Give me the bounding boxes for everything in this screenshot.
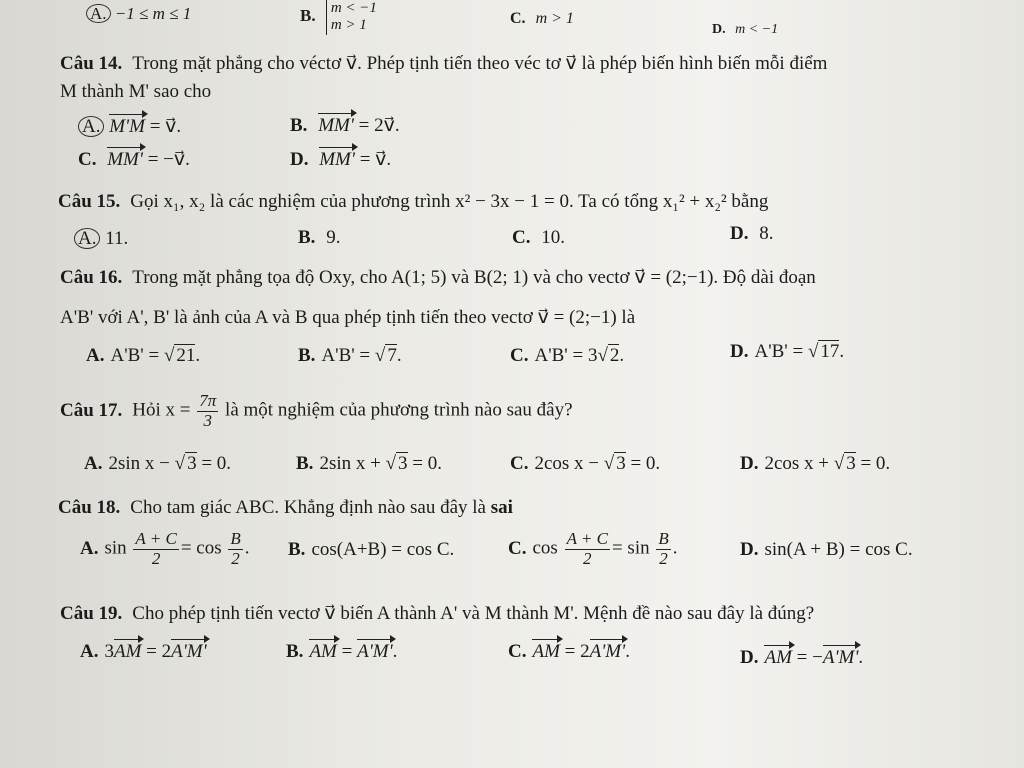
- q19-option-a-vector2: A'M': [171, 641, 207, 662]
- q13-option-b-line2: m > 1: [330, 17, 367, 34]
- q17-fraction-denominator: 3: [203, 410, 213, 430]
- q17-post: là một nghiệm của phương trình nào sau đây?: [225, 399, 573, 421]
- q17-option-d-radicand: 3: [846, 453, 856, 474]
- q15-option-b-label: B.: [298, 227, 316, 248]
- q14-option-d: [290, 150, 391, 171]
- q13-option-a: [86, 4, 191, 24]
- q15-option-d-text: 8.: [759, 223, 774, 244]
- q19-option-b-vector2: A'M': [357, 641, 393, 662]
- q19-option-b-vector1: AM: [309, 641, 337, 662]
- q18-text: Cho tam giác ABC. Khẳng định nào sau đây là: [130, 497, 486, 518]
- q15-option-c-label: C.: [512, 227, 531, 248]
- q19-option-c-vector2: A'M': [589, 641, 626, 662]
- q18-option-a-den1: 2: [151, 548, 161, 568]
- q18-option-c-num2: B: [658, 529, 669, 548]
- q16-option-a-post: .: [195, 345, 201, 366]
- q13-option-c: [510, 10, 574, 28]
- q18-option-c-func: cos: [532, 537, 558, 559]
- q19-option-d-label: D.: [740, 647, 759, 668]
- q18-option-a-fraction1: [133, 530, 178, 568]
- q17-pre: Hỏi x =: [132, 399, 191, 421]
- q16-option-d-label: D.: [730, 341, 749, 362]
- q17-option-c-radicand: 3: [616, 453, 626, 474]
- q17-option-d: D. 2cos x + √ 3 = 0.: [740, 453, 891, 474]
- q14-option-c-label: C.: [78, 149, 97, 170]
- q15-option-d: [730, 224, 773, 245]
- q18-number: Câu 18.: [58, 497, 121, 518]
- q16-option-c-radicand: 2: [609, 345, 620, 366]
- q13-option-a-label: A.: [86, 4, 111, 23]
- q18-option-d-label: D.: [740, 539, 759, 560]
- q14-option-a-vector: M'M: [109, 116, 145, 137]
- q19-number: Câu 19.: [60, 603, 123, 624]
- q15-option-c-text: 10.: [541, 227, 565, 248]
- q19-option-d-vector2: A'M': [822, 647, 859, 668]
- q18-option-a-mid: = cos: [180, 537, 222, 559]
- q16-option-d: D. A'B' = √ 17.: [730, 341, 845, 362]
- q16-stem-line1: [60, 268, 816, 289]
- q14-text1: Trong mặt phẳng cho véctơ v⃗. Phép tịnh tiến theo véc tơ v⃗ là phép biến hình biến mỗi điểm: [132, 53, 828, 74]
- q19-text: Cho phép tịnh tiến vectơ v⃗ biến A thành A' và M thành M'. Mệnh đề nào sau đây là đúng?: [132, 603, 815, 624]
- q16-text1: Trong mặt phẳng tọa độ Oxy, cho A(1; 5) và B(2; 1) và cho vectơ v⃗ = (2;−1). Độ dài đoạn: [132, 267, 816, 288]
- q17-option-a-radicand: 3: [187, 453, 197, 474]
- q16-option-b-radicand: 7: [387, 345, 397, 366]
- q18-option-c-end: .: [672, 537, 678, 559]
- q16-option-a-radicand: 21: [176, 345, 196, 366]
- q14-option-b-vector: MM': [318, 115, 354, 136]
- q15-text: Gọi x₁, x₂ là các nghiệm của phương trình x² − 3x − 1 = 0. Ta có tổng x₁² + x₂² bằng: [130, 191, 769, 212]
- q18-option-c-mid: = sin: [611, 537, 650, 559]
- q19-option-c-vector1: AM: [532, 641, 560, 662]
- q16-option-d-radicand: 17: [820, 341, 840, 362]
- q14-option-c-vector: MM': [107, 149, 143, 170]
- q19-option-a-eq: = 2: [141, 641, 172, 662]
- q16-text2: A'B' với A', B' là ảnh của A và B qua phép tịnh tiến theo vectơ v⃗ = (2;−1) là: [60, 307, 636, 328]
- q13-option-b-label: B.: [300, 6, 316, 26]
- q19-stem: [60, 604, 814, 625]
- q16-option-b-pre: A'B' =: [321, 345, 375, 366]
- q13-option-c-label: C.: [510, 10, 526, 27]
- q19-option-b-eq: =: [336, 641, 358, 662]
- q16-option-c: C. A'B' = 3√ 2.: [510, 345, 625, 366]
- q17-option-b-label: B.: [296, 453, 314, 474]
- q15-option-a-label: A.: [74, 228, 100, 249]
- q13-option-b: [300, 0, 377, 35]
- q14-option-a-rest: = v⃗.: [144, 116, 182, 137]
- q18-option-a-num2: B: [230, 529, 241, 548]
- q19-option-d: [740, 648, 863, 669]
- q13-option-d-text: m < −1: [735, 22, 779, 37]
- q16-option-d-post: .: [839, 341, 845, 362]
- q18-option-a-fraction2: [228, 530, 242, 568]
- q15-number: Câu 15.: [58, 191, 121, 212]
- q13-option-d-label: D.: [712, 22, 726, 37]
- q15-option-a: [74, 228, 128, 250]
- q19-option-b-end: .: [392, 641, 398, 662]
- q17-option-b-pre: 2sin x +: [319, 453, 386, 474]
- q17-option-c-label: C.: [510, 453, 529, 474]
- q15-option-b-text: 9.: [326, 227, 341, 248]
- q19-option-b: [286, 642, 397, 663]
- q17-number: Câu 17.: [60, 399, 123, 421]
- q18-option-a-func: sin: [104, 537, 127, 559]
- q18-option-b-label: B.: [288, 539, 306, 560]
- q18-option-c-label: C.: [508, 537, 527, 559]
- q15-stem: [58, 192, 768, 213]
- q18-stem: [58, 498, 513, 519]
- q16-option-a: A. A'B' = √ 21.: [86, 345, 201, 366]
- q14-option-d-vector: MM': [319, 149, 355, 170]
- q19-option-c-end: .: [625, 641, 630, 662]
- q18-option-a-num1: A + C: [135, 529, 177, 548]
- q18-option-a-den2: 2: [231, 548, 240, 568]
- q19-option-b-label: B.: [286, 641, 304, 662]
- q14-option-b-label: B.: [290, 115, 308, 136]
- q18-option-c-fraction1: [565, 530, 610, 568]
- q13-option-a-text: −1 ≤ m ≤ 1: [114, 4, 192, 23]
- q16-option-b-post: .: [396, 345, 402, 366]
- q19-option-c-eq: = 2: [559, 641, 590, 662]
- q17-option-a-post: = 0.: [196, 453, 232, 474]
- q19-option-a: [80, 642, 207, 663]
- q14-stem-line1: [60, 54, 827, 75]
- q16-option-d-pre: A'B' =: [754, 341, 808, 362]
- q18-option-c: [508, 530, 677, 568]
- q18-option-b: [288, 540, 454, 561]
- q19-option-a-vector1: AM: [113, 641, 142, 662]
- q14-option-b: [290, 116, 400, 137]
- q18-option-d-text: sin(A + B) = cos C.: [764, 539, 913, 560]
- q16-option-b-label: B.: [298, 345, 316, 366]
- q16-option-a-pre: A'B' =: [110, 345, 164, 366]
- q16-option-b: B. A'B' = √ 7.: [298, 345, 402, 366]
- q19-option-a-coef: 3: [104, 641, 114, 662]
- q16-option-c-pre: A'B' = 3: [534, 345, 598, 366]
- q19-option-c: [508, 642, 630, 663]
- q17-option-b-radicand: 3: [398, 453, 408, 474]
- q15-option-d-label: D.: [730, 223, 749, 244]
- q16-number: Câu 16.: [60, 267, 123, 288]
- q14-option-a: [78, 116, 181, 138]
- q13-option-c-text: m > 1: [535, 10, 574, 27]
- q14-text2: M thành M' sao cho: [60, 81, 212, 102]
- q14-number: Câu 14.: [60, 53, 123, 74]
- q16-option-c-post: .: [619, 345, 625, 366]
- q17-fraction: [197, 392, 218, 430]
- q19-option-d-eq: = −: [791, 647, 823, 668]
- q13-option-d: [712, 22, 778, 37]
- q17-option-a: A. 2sin x − √ 3 = 0.: [84, 453, 232, 474]
- q15-option-a-text: 11.: [105, 228, 129, 249]
- q18-emphasis: sai: [490, 497, 513, 518]
- q17-option-c-post: = 0.: [625, 453, 661, 474]
- q18-option-a-end: .: [244, 537, 250, 559]
- q14-option-b-rest: = 2v⃗.: [353, 115, 400, 136]
- q17-option-b-post: = 0.: [407, 453, 442, 474]
- q17-option-c-pre: 2cos x −: [534, 453, 604, 474]
- q14-option-c: [78, 150, 190, 171]
- q18-option-a: [80, 530, 250, 568]
- q17-option-a-pre: 2sin x −: [108, 453, 175, 474]
- q17-option-b: B. 2sin x + √ 3 = 0.: [296, 453, 442, 474]
- q16-option-a-label: A.: [86, 345, 105, 366]
- q17-option-a-label: A.: [84, 453, 103, 474]
- q14-option-d-label: D.: [290, 149, 309, 170]
- q18-option-c-num1: A + C: [566, 529, 608, 548]
- q17-option-c: C. 2cos x − √ 3 = 0.: [510, 453, 661, 474]
- q15-option-c: [512, 228, 565, 249]
- q19-option-d-vector1: AM: [764, 647, 792, 668]
- q15-option-b: [298, 228, 340, 249]
- q13-option-b-system: [326, 0, 377, 35]
- q16-stem-line2: [60, 308, 635, 329]
- q17-stem: [60, 392, 573, 430]
- q14-option-c-rest: = −v⃗.: [142, 149, 190, 170]
- q17-fraction-numerator: 7π: [199, 391, 217, 410]
- q18-option-d: [740, 540, 913, 561]
- q18-option-c-fraction2: [656, 530, 670, 568]
- q18-option-c-den2: 2: [659, 548, 668, 568]
- q18-option-c-den1: 2: [583, 548, 592, 568]
- q18-option-a-label: A.: [80, 537, 99, 559]
- q14-stem-line2: [60, 82, 211, 103]
- q14-option-d-rest: = v⃗.: [354, 149, 392, 170]
- q13-option-b-line1: m < −1: [330, 0, 377, 16]
- q19-option-c-label: C.: [508, 641, 527, 662]
- q17-option-d-label: D.: [740, 453, 759, 474]
- q14-option-a-label: A.: [78, 116, 104, 137]
- q16-option-c-label: C.: [510, 345, 529, 366]
- q18-option-b-text: cos(A+B) = cos C.: [311, 539, 455, 560]
- q19-option-a-label: A.: [80, 641, 99, 662]
- q17-option-d-post: = 0.: [855, 453, 891, 474]
- q19-option-d-end: .: [858, 647, 864, 668]
- q17-option-d-pre: 2cos x +: [764, 453, 834, 474]
